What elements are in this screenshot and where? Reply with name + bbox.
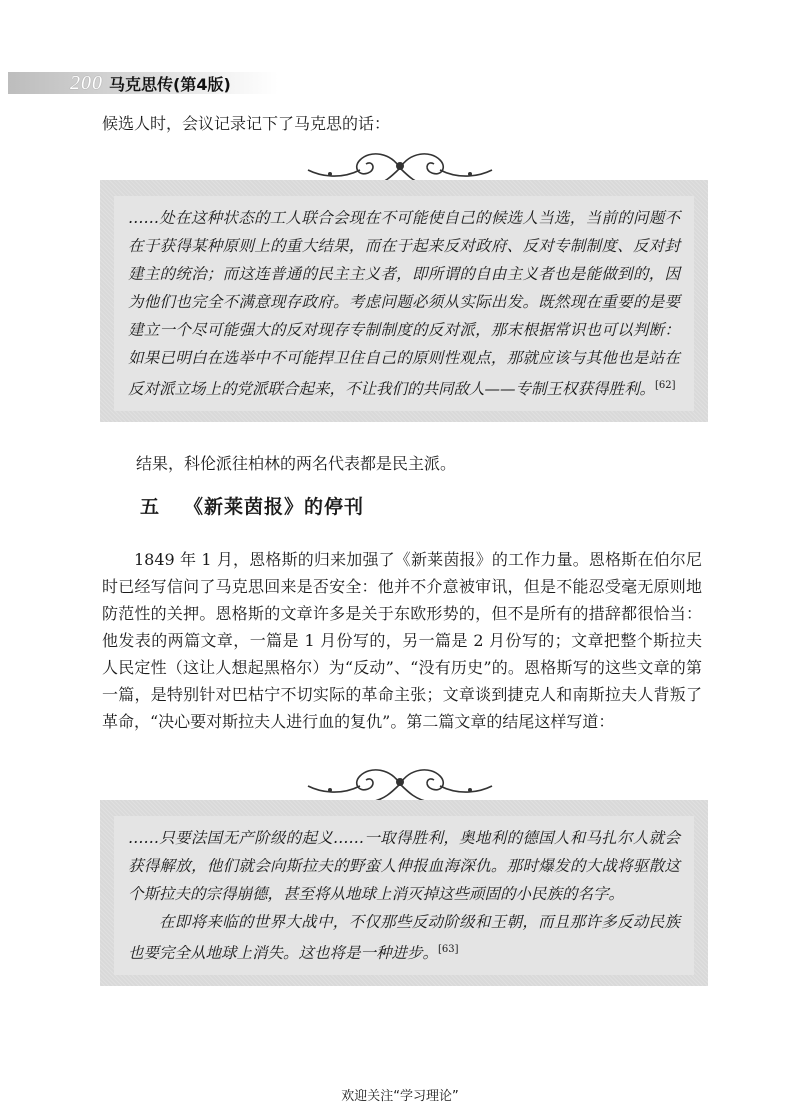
- block-quote-1: [100, 180, 708, 422]
- citation-63: [63]: [438, 944, 459, 955]
- result-line: 结果，科伦派往柏林的两名代表都是民主派。: [136, 454, 457, 473]
- book-title: 马克思传(第4版): [109, 74, 231, 94]
- page-number: 200: [70, 71, 103, 94]
- section-title-text: 《新莱茵报》的停刊: [184, 496, 365, 518]
- footer-note: 欢迎关注“学习理论”: [341, 1089, 459, 1104]
- citation-62: [62]: [655, 380, 676, 391]
- intro-line: 候选人时，会议记录记下了马克思的话：: [102, 114, 391, 133]
- section-heading: [140, 492, 364, 519]
- block-quote-2: [100, 800, 708, 986]
- quote1-text: ……处在这种状态的工人联合会现在不可能使自己的候选人当选，当前的问题不在于获得某种原则上的重大结果，而在于起来反对政府、反对专制制度、反对封建主的统治；而这连普通的民主主义者，即所谓的自由主义者也是能做到的，因为他们也完全不满意现存政府。考虑问题必须从实际出发。既然现在重要的是要建立一个尽可能强大的反对现存专制制度的反对派，那末根据常识也可以判断：如果已明白在选举中不可能捍卫住自己的原则性观点，那就应该与其他也是站在反对派立场上的党派联合起来，不让我们的共同敌人——专制王权获得胜利。[62]: [128, 209, 680, 399]
- quote2-para1: ……只要法国无产阶级的起义……一取得胜利，奥地利的德国人和马扎尔人就会获得解放，他们就会向斯拉夫的野蛮人伸报血海深仇。那时爆发的大战将驱散这个斯拉夫的宗得崩德，甚至将从地球上消灭掉这些顽固的小民族的名字。: [128, 829, 680, 903]
- body-paragraph: 1849 年 1 月，恩格斯的归来加强了《新莱茵报》的工作力量。恩格斯在伯尔尼时已经写信问了马克思回来是否安全：他并不介意被审讯，但是不能忍受毫无原则地防范性的关押。恩格斯的文章许多是关于东欧形势的，但不是所有的措辞都很恰当：他发表的两篇文章，一篇是 1 月份写的，另一篇是 2 月份写的；文章把整个斯拉夫人民定性（这让人想起黑格尔）为“反动”、“没有历史”的。恩格斯写的这些文章的第一篇，是特别针对巴枯宁不切实际的革命主张；文章谈到捷克人和南斯拉夫人背叛了革命，“决心要对斯拉夫人进行血的复仇”。第二篇文章的结尾这样写道：: [102, 550, 702, 731]
- section-number: 五: [140, 496, 161, 518]
- running-header: [8, 72, 278, 94]
- quote2-para2: 在即将来临的世界大战中，不仅那些反动阶级和王朝，而且那许多反动民族也要完全从地球上消失。这也将是一种进步。[63]: [128, 913, 680, 963]
